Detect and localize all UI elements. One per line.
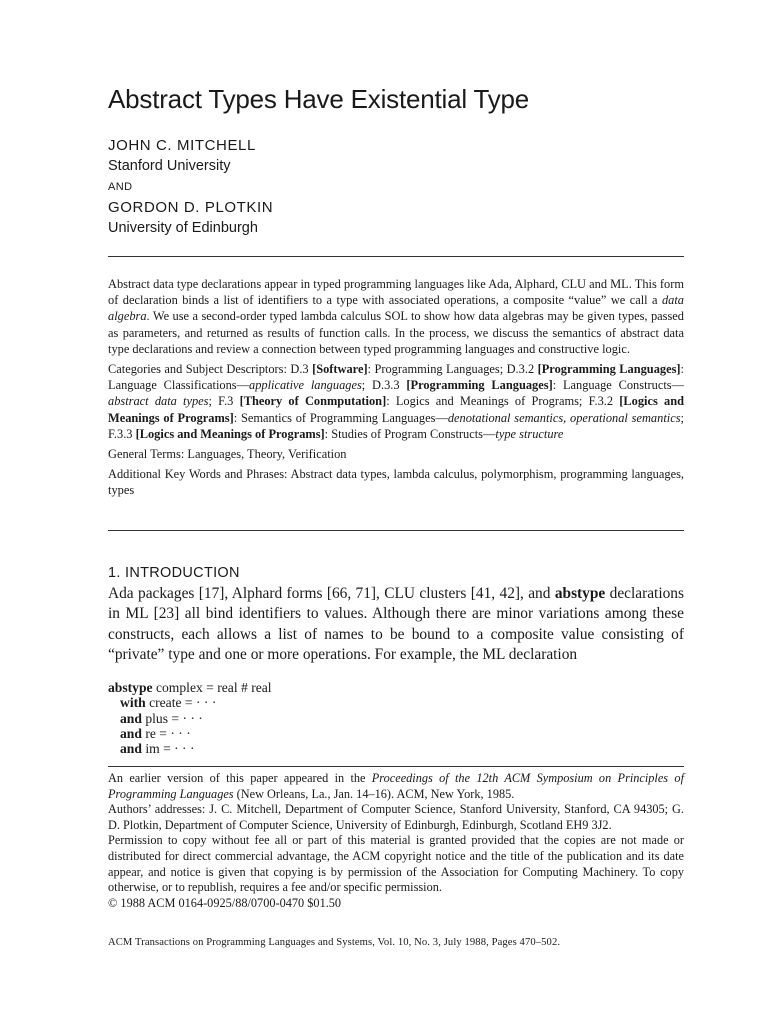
- divider-bottom: [108, 530, 684, 531]
- code-line: with create = · · ·: [120, 695, 217, 711]
- footnote: Permission to copy without fee all or part of this material is granted provided that the copies are not made or distributed for direct commercial advantage, the ACM copyright notice and the title of the publication and its date appear, and notice is given that copying is by permission of the Association for Computing Machinery. To copy otherwise, or to republish, requires a fee and/or specific permission.: [108, 833, 684, 895]
- paper-title: Abstract Types Have Existential Type: [108, 84, 530, 114]
- general-terms: General Terms: Languages, Theory, Verification: [108, 447, 347, 462]
- footnote-divider: [108, 766, 684, 767]
- footnotes-block: [108, 771, 684, 911]
- intro-paragraph: Ada packages [17], Alphard forms [66, 71], CLU clusters [41, 42], and abstype declarations in ML [23] all bind identifiers to values. Although there are minor variations among these constructs, each allows a list of names to be bound to a composite value consisting of “private” type and one or more operations. For example, the ML declaration: [108, 585, 684, 663]
- code-line: and plus = · · ·: [120, 710, 203, 726]
- code-line: and im = · · ·: [120, 741, 195, 757]
- footnote: An earlier version of this paper appeared in the Proceedings of the 12th ACM Symposium on Principles of Programming Languages (New Orleans, La., Jan. 14–16). ACM, New York, 1985.: [108, 771, 684, 801]
- author-name: JOHN C. MITCHELL: [108, 137, 256, 154]
- footnote: Authors’ addresses: J. C. Mitchell, Department of Computer Science, Stanford University, Stanford, CA 94305; G. D. Plotkin, Department of Computer Science, University of Edinburgh, Edinburgh, Scotland EH9 3J2.: [108, 802, 684, 832]
- code-block: [108, 680, 684, 756]
- journal-citation: ACM Transactions on Programming Languages and Systems, Vol. 10, No. 3, July 1988, Pages 470–502.: [108, 937, 561, 948]
- author-name: GORDON D. PLOTKIN: [108, 199, 274, 216]
- code-line: abstype complex = real # real: [108, 680, 272, 695]
- author-separator: AND: [108, 181, 133, 193]
- divider-top: [108, 256, 684, 257]
- categories-text: Categories and Subject Descriptors: D.3 [Software]: Programming Languages; D.3.2 [Programming Languages]: Language Classifications—applicative languages; D.3.3 [Programming Languages]: Language Constructs—abstract data types; F.3 [Theory of Conmputation]: Logics and Meanings of Programs; F.3.2 [Logics and Meanings of Programs]: Semantics of Programming Languages—denotational semantics, operational semantics; F.3.3 [Logics and Meanings of Programs]: Studies of Program Constructs—type structure: [108, 362, 684, 441]
- abstract-text: Abstract data type declarations appear in typed programming languages like Ada, Alphard, CLU and ML. This form of declaration binds a list of identifiers to a type with associated operations, a composite “value” we call a data algebra. We use a second-order typed lambda calculus SOL to show how data algebras may be given types, passed as parameters, and returned as results of function calls. In the process, we discuss the semantics of abstract data type declarations and review a connection between typed programming languages and constructive logic.: [108, 277, 684, 356]
- abstract-block: [108, 276, 684, 503]
- keywords: Additional Key Words and Phrases: Abstract data types, lambda calculus, polymorphism, programming languages, types: [108, 467, 684, 498]
- author-affiliation: Stanford University: [108, 158, 231, 174]
- author-block: [108, 136, 273, 238]
- author-affiliation: University of Edinburgh: [108, 220, 258, 236]
- copyright-line: © 1988 ACM 0164-0925/88/0700-0470 $01.50: [108, 895, 342, 910]
- code-line: and re = · · ·: [120, 725, 191, 741]
- section-heading: 1. INTRODUCTION: [108, 565, 240, 581]
